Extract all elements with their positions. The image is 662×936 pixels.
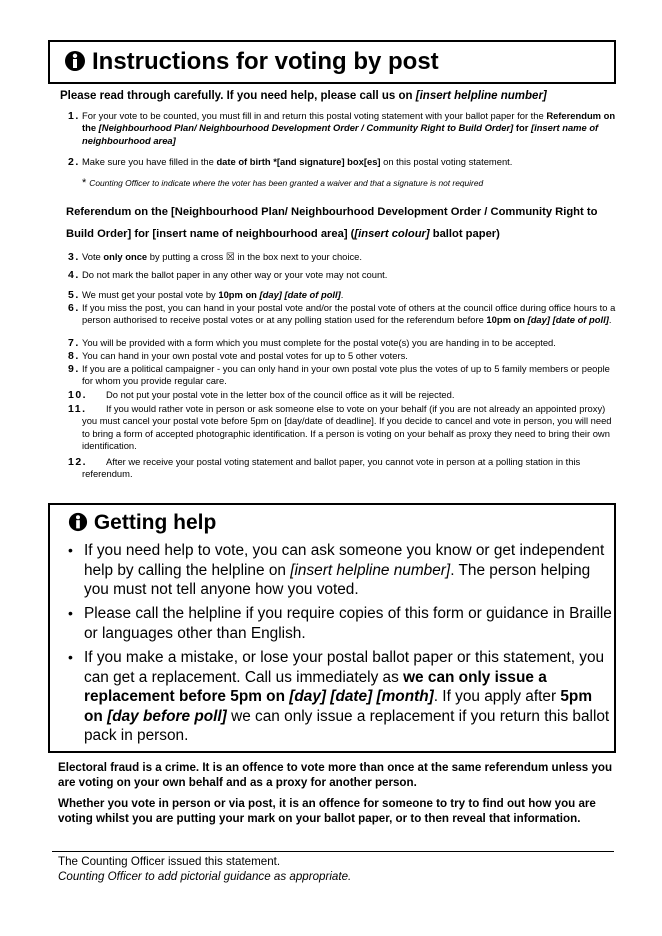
step-number: 10. bbox=[68, 389, 88, 401]
footer-guidance: Counting Officer to add pictorial guidance as appropriate. bbox=[58, 870, 352, 883]
step-9: 9. If you are a political campaigner - you can only hand in your own postal vote plus the votes of up to 5 family members or people for whom you provide regular care. bbox=[68, 363, 610, 387]
bullet-icon: • bbox=[68, 542, 73, 558]
step-4: 4. Do not mark the ballot paper in any other way or your vote may not count. bbox=[68, 269, 388, 281]
referendum-heading-line2: Build Order] for [insert name of neighbourhood area] ([insert colour] ballot paper) bbox=[66, 228, 500, 240]
waiver-note: * Counting Officer to indicate where the voter has been granted a waiver and that a signature is not required bbox=[82, 177, 484, 189]
crossed-box-icon: ☒ bbox=[225, 252, 235, 263]
intro-text: Please read through carefully. If you need help, please call us on [insert helpline number] bbox=[60, 90, 547, 102]
info-icon bbox=[68, 512, 88, 538]
secrecy-warning: Whether you vote in person or via post, it is an offence for someone to try to find out how you are voting whilst you are putting your mark on your ballot paper, or to then reveal that information. bbox=[58, 797, 596, 825]
step-number: 7. bbox=[68, 337, 80, 349]
title-box bbox=[48, 40, 616, 84]
step-number: 11. bbox=[68, 403, 87, 415]
step-11: 11. If you would rather vote in person or ask someone else to vote on your behalf (if you are not already an appointed proxy) you must cancel your postal vote before 5pm on [day/date of deadline]. If you decide to cancel and vote in person, you will need to bring a form of accepted photographic identification. If a person is voting on your behalf as proxy they need to bring their own identification. bbox=[68, 403, 612, 452]
step-number: 6. bbox=[68, 302, 80, 314]
step-number: 2. bbox=[68, 156, 80, 168]
step-number: 8. bbox=[68, 350, 80, 362]
info-icon bbox=[64, 50, 86, 79]
referendum-heading-line1: Referendum on the [Neighbourhood Plan/ Neighbourhood Development Order / Community Right to bbox=[66, 206, 598, 218]
step-5: 5. We must get your postal vote by 10pm on [day] [date of poll]. bbox=[68, 289, 344, 301]
step-12: 12. After we receive your postal voting statement and ballot paper, you cannot vote in person at a polling station in this referendum. bbox=[68, 456, 581, 480]
step-6: 6. If you miss the post, you can hand in your postal vote and/or the postal vote of others at the council office during office hours to a person authorised to receive postal votes or at any polling station used for the referendum before 10pm on [day] [date of poll]. bbox=[68, 302, 616, 326]
step-number: 3. bbox=[68, 251, 80, 263]
help-bullet-2: • Please call the helpline if you require copies of this form or guidance in Braille or languages other than English. bbox=[68, 605, 612, 642]
page-title-text: Instructions for voting by post bbox=[92, 48, 439, 75]
help-bullet-3: • If you make a mistake, or lose your postal ballot paper or this statement, you can get a replacement. Call us immediately as we can only issue a replacement before 5pm on [day] [date] [month]. If you apply after 5pm on [day before poll] we can only issue a replacement if you return this ballot pack in person. bbox=[68, 649, 610, 745]
step-number: 4. bbox=[68, 269, 80, 281]
step-2: 2. Make sure you have filled in the date of birth *[and signature] box[es] on this postal voting statement. bbox=[68, 156, 513, 168]
fraud-warning: Electoral fraud is a crime. It is an offence to vote more than once at the same referendum unless you are voting on your own behalf and as a proxy for another person. bbox=[58, 761, 613, 789]
page-title bbox=[64, 48, 439, 79]
step-3: 3. Vote only once by putting a cross ☒ in the box next to your choice. bbox=[68, 251, 362, 263]
step-number: 5. bbox=[68, 289, 80, 301]
step-1: 1. For your vote to be counted, you must fill in and return this postal voting statement with your ballot paper for the Referendum on the [Neighbourhood Plan/ Neighbourhood Development Order / Community Right to Build Order] for [insert name of neighbourhood area] bbox=[68, 110, 616, 146]
step-number: 1. bbox=[68, 110, 80, 122]
step-8: 8. You can hand in your own postal vote and postal votes for up to 5 other voters. bbox=[68, 350, 408, 362]
help-bullet-1: • If you need help to vote, you can ask someone you know or get independent help by calling the helpline on [insert helpline number]. The person helping you must not tell anyone how you voted. bbox=[68, 542, 605, 599]
bullet-icon: • bbox=[68, 605, 73, 621]
step-10: 10. Do not put your postal vote in the letter box of the council office as it will be rejected. bbox=[68, 389, 455, 401]
getting-help-box bbox=[48, 503, 616, 753]
footer-divider bbox=[52, 851, 614, 852]
getting-help-title: Getting help bbox=[68, 511, 216, 538]
step-number: 9. bbox=[68, 363, 80, 375]
helpline-placeholder: [insert helpline number] bbox=[415, 90, 547, 102]
footer-issued: The Counting Officer issued this statement. bbox=[58, 855, 281, 868]
step-7: 7. You will be provided with a form which you must complete for the postal vote(s) you are handing in to be accepted. bbox=[68, 337, 556, 349]
step-number: 12. bbox=[68, 456, 88, 468]
bullet-icon: • bbox=[68, 649, 73, 665]
